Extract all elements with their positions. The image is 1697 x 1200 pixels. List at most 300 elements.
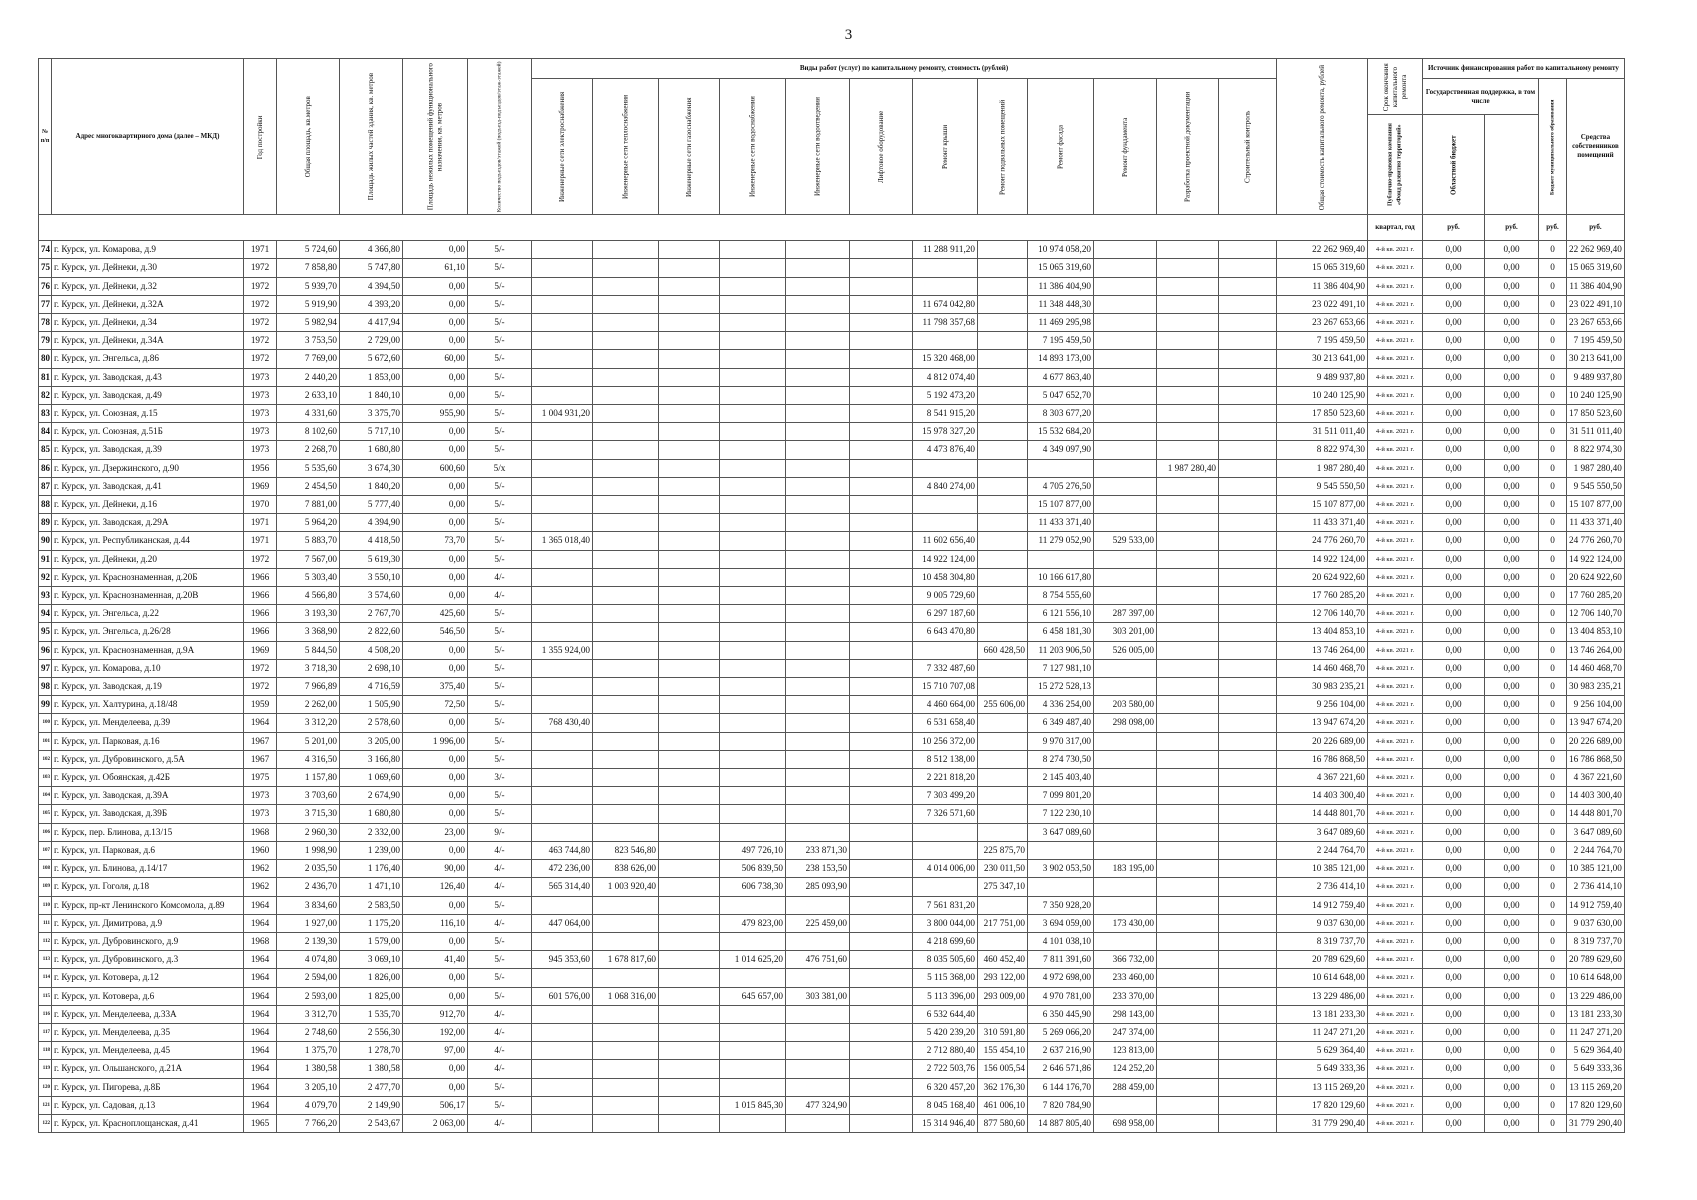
roof-cost-cell: 9 005 729,60 (913, 587, 978, 605)
heat-cost-cell (593, 1078, 659, 1096)
address-cell: г. Курск, ул. Котовера, д.12 (52, 969, 244, 987)
water-cost-cell (720, 532, 786, 550)
total-area-cell: 2 440,20 (277, 368, 340, 386)
facade-cost-cell: 4 970 781,00 (1028, 987, 1094, 1005)
elevator-cost-cell (850, 1023, 913, 1041)
control-cost-cell (1219, 277, 1277, 295)
row-num-cell: 100 (39, 714, 52, 732)
heat-cost-cell (593, 1114, 659, 1132)
municipal-value-cell: 0 (1539, 514, 1567, 532)
facade-cost-cell (1028, 878, 1094, 896)
regional-value-cell: 0,00 (1485, 1060, 1539, 1078)
address-cell: г. Курск, ул. Заводская, д.43 (52, 368, 244, 386)
floors-cell: 4/- (468, 860, 532, 878)
table-row (39, 750, 1625, 768)
regional-value-cell: 0,00 (1485, 951, 1539, 969)
year-cell: 1972 (244, 277, 277, 295)
foundation-cost-cell: 298 098,00 (1094, 714, 1157, 732)
electric-cost-cell (532, 423, 593, 441)
deadline-cell: 4-й кв. 2021 г. (1368, 386, 1423, 404)
row-num-cell: 107 (39, 841, 52, 859)
gas-cost-cell (659, 696, 720, 714)
municipal-value-cell: 0 (1539, 932, 1567, 950)
design-cost-cell (1157, 386, 1219, 404)
basement-cost-cell (978, 678, 1028, 696)
electric-cost-cell: 463 744,80 (532, 841, 593, 859)
roof-cost-cell (913, 841, 978, 859)
total-area-cell: 4 566,80 (277, 587, 340, 605)
electric-cost-cell (532, 259, 593, 277)
sewer-cost-cell (786, 1042, 850, 1060)
regional-value-cell: 0,00 (1485, 532, 1539, 550)
address-cell: г. Курск, ул. Комарова, д.9 (52, 241, 244, 259)
owners-value-cell: 1 987 280,40 (1567, 459, 1625, 477)
design-cost-cell (1157, 732, 1219, 750)
nonliving-area-cell: 506,17 (403, 1096, 468, 1114)
control-cost-cell (1219, 732, 1277, 750)
total-area-cell: 2 593,00 (277, 987, 340, 1005)
regional-value-cell: 0,00 (1485, 314, 1539, 332)
total-cost-cell: 10 240 125,90 (1277, 386, 1368, 404)
nonliving-area-cell: 0,00 (403, 750, 468, 768)
roof-cost-cell (913, 259, 978, 277)
deadline-cell: 4-й кв. 2021 г. (1368, 696, 1423, 714)
water-cost-cell (720, 1023, 786, 1041)
table-row (39, 805, 1625, 823)
elevator-cost-cell (850, 951, 913, 969)
design-cost-cell (1157, 641, 1219, 659)
floors-cell: 5/- (468, 969, 532, 987)
heat-cost-cell (593, 1096, 659, 1114)
facade-cost-cell: 2 145 403,40 (1028, 769, 1094, 787)
table-row (39, 587, 1625, 605)
municipal-value-cell: 0 (1539, 841, 1567, 859)
heat-cost-cell (593, 678, 659, 696)
table-row (39, 769, 1625, 787)
year-cell: 1973 (244, 787, 277, 805)
owners-value-cell: 10 240 125,90 (1567, 386, 1625, 404)
living-area-cell: 2 332,00 (340, 823, 403, 841)
sewer-cost-cell (786, 605, 850, 623)
basement-cost-cell (978, 241, 1028, 259)
fund-value-cell: 0,00 (1423, 914, 1485, 932)
water-cost-cell (720, 787, 786, 805)
design-cost-cell (1157, 823, 1219, 841)
elevator-cost-cell (850, 823, 913, 841)
col-fund: Публично-правовая компания «Фонд развития территорий» (1368, 115, 1423, 215)
water-cost-cell (720, 587, 786, 605)
facade-cost-cell: 15 532 684,20 (1028, 423, 1094, 441)
roof-cost-cell: 8 541 915,20 (913, 405, 978, 423)
elevator-cost-cell (850, 368, 913, 386)
design-cost-cell (1157, 860, 1219, 878)
elevator-cost-cell (850, 678, 913, 696)
year-cell: 1964 (244, 1060, 277, 1078)
address-cell: г. Курск, ул. Республиканская, д.44 (52, 532, 244, 550)
living-area-cell: 1 680,80 (340, 805, 403, 823)
table-row (39, 732, 1625, 750)
heat-cost-cell (593, 623, 659, 641)
gas-cost-cell (659, 532, 720, 550)
deadline-cell: 4-й кв. 2021 г. (1368, 1060, 1423, 1078)
address-cell: г. Курск, ул. Заводская, д.39 (52, 441, 244, 459)
basement-cost-cell (978, 896, 1028, 914)
foundation-cost-cell: 288 459,00 (1094, 1078, 1157, 1096)
deadline-cell: 4-й кв. 2021 г. (1368, 951, 1423, 969)
total-cost-cell: 14 403 300,40 (1277, 787, 1368, 805)
col-nonliving-area: Площадь нежилых помещений функционального назначения, кв. метров (403, 59, 468, 215)
design-cost-cell (1157, 987, 1219, 1005)
floors-cell: 4/- (468, 587, 532, 605)
fund-value-cell: 0,00 (1423, 769, 1485, 787)
fund-value-cell: 0,00 (1423, 896, 1485, 914)
sewer-cost-cell (786, 1114, 850, 1132)
control-cost-cell (1219, 1042, 1277, 1060)
facade-cost-cell: 7 122 230,10 (1028, 805, 1094, 823)
unit-owners: руб. (1567, 215, 1625, 241)
foundation-cost-cell (1094, 259, 1157, 277)
nonliving-area-cell: 61,10 (403, 259, 468, 277)
fund-value-cell: 0,00 (1423, 787, 1485, 805)
row-num-cell: 86 (39, 459, 52, 477)
total-cost-cell: 9 489 937,80 (1277, 368, 1368, 386)
year-cell: 1964 (244, 1042, 277, 1060)
owners-value-cell: 14 922 124,00 (1567, 550, 1625, 568)
water-cost-cell (720, 732, 786, 750)
gas-cost-cell (659, 623, 720, 641)
municipal-value-cell: 0 (1539, 1060, 1567, 1078)
floors-cell: 5/- (468, 514, 532, 532)
deadline-cell: 4-й кв. 2021 г. (1368, 659, 1423, 677)
design-cost-cell (1157, 605, 1219, 623)
elevator-cost-cell (850, 496, 913, 514)
deadline-cell: 4-й кв. 2021 г. (1368, 823, 1423, 841)
heat-cost-cell (593, 914, 659, 932)
control-cost-cell (1219, 750, 1277, 768)
row-num-cell: 91 (39, 550, 52, 568)
gas-cost-cell (659, 587, 720, 605)
roof-cost-cell: 4 218 699,60 (913, 932, 978, 950)
deadline-cell: 4-й кв. 2021 г. (1368, 587, 1423, 605)
row-num-cell: 74 (39, 241, 52, 259)
year-cell: 1972 (244, 295, 277, 313)
water-cost-cell (720, 769, 786, 787)
fund-value-cell: 0,00 (1423, 860, 1485, 878)
owners-value-cell: 12 706 140,70 (1567, 605, 1625, 623)
regional-value-cell: 0,00 (1485, 805, 1539, 823)
floors-cell: 5/- (468, 1078, 532, 1096)
gas-cost-cell (659, 386, 720, 404)
address-cell: г. Курск, ул. Красноплощанская, д.41 (52, 1114, 244, 1132)
roof-cost-cell: 5 192 473,20 (913, 386, 978, 404)
facade-cost-cell: 3 902 053,50 (1028, 860, 1094, 878)
address-cell: г. Курск, ул. Дзержинского, д.90 (52, 459, 244, 477)
control-cost-cell (1219, 605, 1277, 623)
regional-value-cell: 0,00 (1485, 678, 1539, 696)
facade-cost-cell (1028, 550, 1094, 568)
control-cost-cell (1219, 532, 1277, 550)
living-area-cell: 1 840,10 (340, 386, 403, 404)
deadline-cell: 4-й кв. 2021 г. (1368, 714, 1423, 732)
deadline-cell: 4-й кв. 2021 г. (1368, 841, 1423, 859)
year-cell: 1971 (244, 514, 277, 532)
year-cell: 1960 (244, 841, 277, 859)
total-cost-cell: 1 987 280,40 (1277, 459, 1368, 477)
address-cell: г. Курск, ул. Заводская, д.19 (52, 678, 244, 696)
design-cost-cell (1157, 841, 1219, 859)
sewer-cost-cell (786, 623, 850, 641)
design-cost-cell (1157, 259, 1219, 277)
roof-cost-cell (913, 277, 978, 295)
municipal-value-cell: 0 (1539, 568, 1567, 586)
nonliving-area-cell: 0,00 (403, 241, 468, 259)
col-floors: Количество подъездов/этажей (подъезд-подъездов/этаж-этажей) (468, 59, 532, 215)
floors-cell: 4/- (468, 1023, 532, 1041)
col-num: № п/п (39, 59, 52, 215)
gas-cost-cell (659, 241, 720, 259)
works-group-header: Виды работ (услуг) по капитальному ремонту, стоимость (рублей) (532, 59, 1277, 79)
heat-cost-cell: 1 678 817,60 (593, 951, 659, 969)
sewer-cost-cell: 238 153,50 (786, 860, 850, 878)
nonliving-area-cell: 0,00 (403, 568, 468, 586)
elevator-cost-cell (850, 659, 913, 677)
foundation-cost-cell (1094, 878, 1157, 896)
sewer-cost-cell: 285 093,90 (786, 878, 850, 896)
control-cost-cell (1219, 878, 1277, 896)
basement-cost-cell (978, 295, 1028, 313)
row-num-cell: 114 (39, 969, 52, 987)
owners-value-cell: 23 267 653,66 (1567, 314, 1625, 332)
col-sewer: Инженерные сети водоотведения (786, 79, 850, 215)
roof-cost-cell: 2 722 503,76 (913, 1060, 978, 1078)
col-owners: Средства собственников помещений (1567, 79, 1625, 215)
foundation-cost-cell (1094, 769, 1157, 787)
capital-repair-table (38, 58, 1625, 1133)
water-cost-cell (720, 696, 786, 714)
sewer-cost-cell (786, 459, 850, 477)
electric-cost-cell: 1 365 018,40 (532, 532, 593, 550)
electric-cost-cell (532, 750, 593, 768)
gas-cost-cell (659, 368, 720, 386)
year-cell: 1964 (244, 951, 277, 969)
electric-cost-cell (532, 659, 593, 677)
electric-cost-cell: 1 355 924,00 (532, 641, 593, 659)
total-area-cell: 2 633,10 (277, 386, 340, 404)
total-cost-cell: 13 746 264,00 (1277, 641, 1368, 659)
row-num-cell: 80 (39, 350, 52, 368)
row-num-cell: 99 (39, 696, 52, 714)
municipal-value-cell: 0 (1539, 714, 1567, 732)
foundation-cost-cell (1094, 787, 1157, 805)
foundation-cost-cell (1094, 659, 1157, 677)
foundation-cost-cell (1094, 750, 1157, 768)
deadline-cell: 4-й кв. 2021 г. (1368, 514, 1423, 532)
row-num-cell: 98 (39, 678, 52, 696)
nonliving-area-cell: 41,40 (403, 951, 468, 969)
regional-value-cell: 0,00 (1485, 568, 1539, 586)
municipal-value-cell: 0 (1539, 587, 1567, 605)
fund-value-cell: 0,00 (1423, 805, 1485, 823)
table-body (39, 241, 1625, 1133)
gas-cost-cell (659, 550, 720, 568)
table-row (39, 1078, 1625, 1096)
address-cell: г. Курск, ул. Заводская, д.39А (52, 787, 244, 805)
floors-cell: 5/- (468, 550, 532, 568)
control-cost-cell (1219, 423, 1277, 441)
floors-cell: 4/- (468, 1005, 532, 1023)
living-area-cell: 4 394,50 (340, 277, 403, 295)
floors-cell: 5/- (468, 1096, 532, 1114)
floors-cell: 5/- (468, 659, 532, 677)
sewer-cost-cell (786, 405, 850, 423)
regional-value-cell: 0,00 (1485, 623, 1539, 641)
water-cost-cell (720, 386, 786, 404)
address-cell: г. Курск, ул. Димитрова, д.9 (52, 914, 244, 932)
foundation-cost-cell (1094, 477, 1157, 495)
year-cell: 1964 (244, 1078, 277, 1096)
municipal-value-cell: 0 (1539, 405, 1567, 423)
heat-cost-cell (593, 332, 659, 350)
year-cell: 1968 (244, 932, 277, 950)
floors-cell: 3/- (468, 769, 532, 787)
deadline-cell: 4-й кв. 2021 г. (1368, 241, 1423, 259)
basement-cost-cell (978, 532, 1028, 550)
foundation-cost-cell (1094, 241, 1157, 259)
table-row (39, 969, 1625, 987)
design-cost-cell (1157, 350, 1219, 368)
basement-cost-cell: 230 011,50 (978, 860, 1028, 878)
municipal-value-cell: 0 (1539, 732, 1567, 750)
design-cost-cell (1157, 568, 1219, 586)
design-cost-cell (1157, 423, 1219, 441)
municipal-value-cell: 0 (1539, 896, 1567, 914)
row-num-cell: 113 (39, 951, 52, 969)
elevator-cost-cell (850, 441, 913, 459)
foundation-cost-cell: 233 460,00 (1094, 969, 1157, 987)
facade-cost-cell: 11 279 052,90 (1028, 532, 1094, 550)
control-cost-cell (1219, 714, 1277, 732)
water-cost-cell (720, 932, 786, 950)
fund-value-cell: 0,00 (1423, 1023, 1485, 1041)
foundation-cost-cell: 303 201,00 (1094, 623, 1157, 641)
address-cell: г. Курск, ул. Комарова, д.10 (52, 659, 244, 677)
municipal-value-cell: 0 (1539, 441, 1567, 459)
table-row (39, 678, 1625, 696)
basement-cost-cell (978, 350, 1028, 368)
total-area-cell: 3 205,10 (277, 1078, 340, 1096)
water-cost-cell: 479 823,00 (720, 914, 786, 932)
electric-cost-cell (532, 441, 593, 459)
deadline-cell: 4-й кв. 2021 г. (1368, 987, 1423, 1005)
foundation-cost-cell: 366 732,00 (1094, 951, 1157, 969)
regional-value-cell: 0,00 (1485, 441, 1539, 459)
total-cost-cell: 17 850 523,60 (1277, 405, 1368, 423)
water-cost-cell (720, 714, 786, 732)
table-row (39, 914, 1625, 932)
elevator-cost-cell (850, 987, 913, 1005)
year-cell: 1970 (244, 496, 277, 514)
row-num-cell: 106 (39, 823, 52, 841)
elevator-cost-cell (850, 623, 913, 641)
col-gas: Инженерные сети газоснабжения (659, 79, 720, 215)
regional-value-cell: 0,00 (1485, 896, 1539, 914)
sewer-cost-cell (786, 932, 850, 950)
floors-cell: 5/- (468, 368, 532, 386)
col-facade: Ремонт фасада (1028, 79, 1094, 215)
row-num-cell: 75 (39, 259, 52, 277)
owners-value-cell: 17 820 129,60 (1567, 1096, 1625, 1114)
row-num-cell: 104 (39, 787, 52, 805)
year-cell: 1964 (244, 1096, 277, 1114)
roof-cost-cell: 4 014 006,00 (913, 860, 978, 878)
foundation-cost-cell (1094, 587, 1157, 605)
fund-value-cell: 0,00 (1423, 459, 1485, 477)
elevator-cost-cell (850, 568, 913, 586)
fund-value-cell: 0,00 (1423, 969, 1485, 987)
electric-cost-cell (532, 696, 593, 714)
regional-value-cell: 0,00 (1485, 368, 1539, 386)
deadline-cell: 4-й кв. 2021 г. (1368, 1005, 1423, 1023)
deadline-cell: 4-й кв. 2021 г. (1368, 277, 1423, 295)
design-cost-cell (1157, 277, 1219, 295)
municipal-value-cell: 0 (1539, 295, 1567, 313)
year-cell: 1973 (244, 441, 277, 459)
water-cost-cell (720, 314, 786, 332)
municipal-value-cell: 0 (1539, 641, 1567, 659)
row-num-cell: 101 (39, 732, 52, 750)
control-cost-cell (1219, 823, 1277, 841)
total-area-cell: 5 303,40 (277, 568, 340, 586)
control-cost-cell (1219, 987, 1277, 1005)
floors-cell: 5/- (468, 750, 532, 768)
electric-cost-cell (532, 314, 593, 332)
elevator-cost-cell (850, 241, 913, 259)
elevator-cost-cell (850, 259, 913, 277)
nonliving-area-cell: 0,00 (403, 787, 468, 805)
foundation-cost-cell (1094, 514, 1157, 532)
nonliving-area-cell: 912,70 (403, 1005, 468, 1023)
floors-cell: 5/- (468, 277, 532, 295)
fund-value-cell: 0,00 (1423, 932, 1485, 950)
floors-cell: 5/- (468, 477, 532, 495)
floors-cell: 5/- (468, 805, 532, 823)
fund-value-cell: 0,00 (1423, 1114, 1485, 1132)
owners-value-cell: 14 448 801,70 (1567, 805, 1625, 823)
deadline-cell: 4-й кв. 2021 г. (1368, 259, 1423, 277)
roof-cost-cell: 2 221 818,20 (913, 769, 978, 787)
col-electric: Инженерные сети электроснабжения (532, 79, 593, 215)
fund-value-cell: 0,00 (1423, 550, 1485, 568)
basement-cost-cell (978, 405, 1028, 423)
control-cost-cell (1219, 332, 1277, 350)
floors-cell: 5/- (468, 295, 532, 313)
foundation-cost-cell (1094, 386, 1157, 404)
regional-value-cell: 0,00 (1485, 550, 1539, 568)
design-cost-cell (1157, 550, 1219, 568)
control-cost-cell (1219, 860, 1277, 878)
sewer-cost-cell (786, 678, 850, 696)
floors-cell: 4/- (468, 841, 532, 859)
total-area-cell: 3 193,30 (277, 605, 340, 623)
water-cost-cell (720, 459, 786, 477)
water-cost-cell (720, 896, 786, 914)
total-cost-cell: 9 545 550,50 (1277, 477, 1368, 495)
fund-value-cell: 0,00 (1423, 678, 1485, 696)
gas-cost-cell (659, 423, 720, 441)
floors-cell: 5/- (468, 405, 532, 423)
col-living-area: Площадь жилых частей здания, кв. метров (340, 59, 403, 215)
total-cost-cell: 30 983 235,21 (1277, 678, 1368, 696)
